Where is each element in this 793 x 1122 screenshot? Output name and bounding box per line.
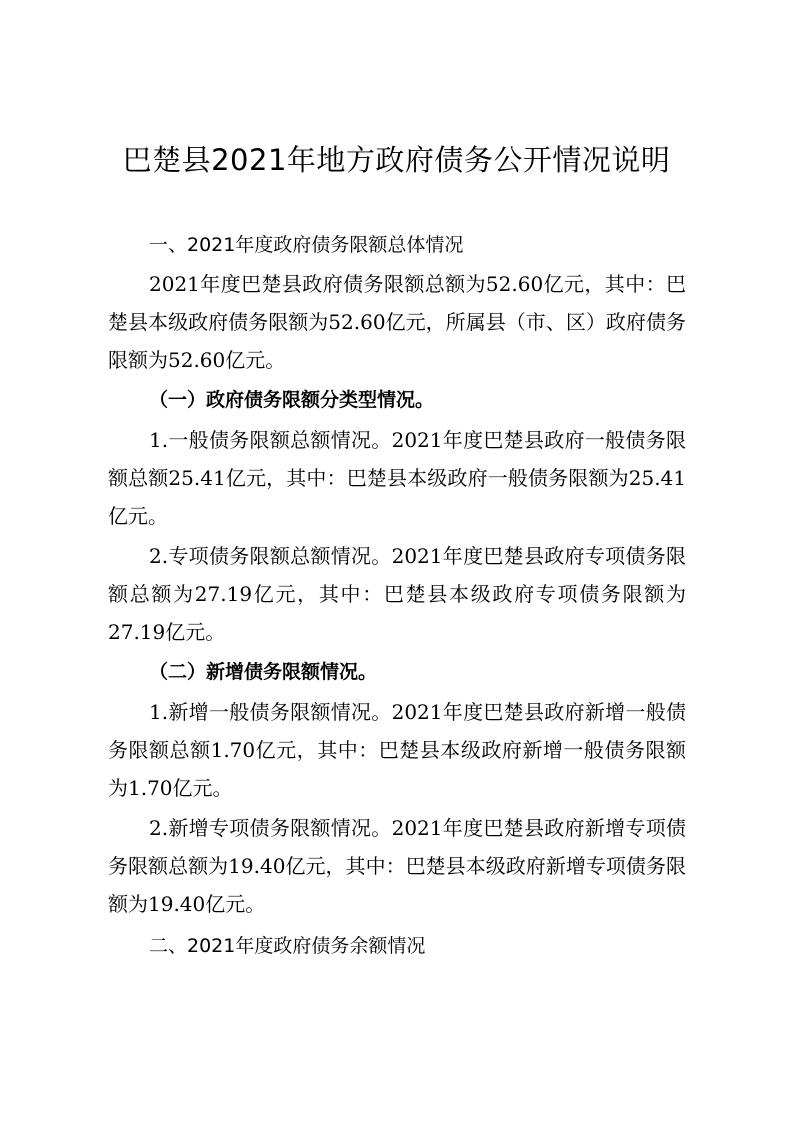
subsection-heading-new-debt: （二）新增债务限额情况。 [149,661,378,683]
section-heading-1: 一、2021年度政府债务限额总体情况 [149,234,464,256]
subsection-heading-by-type: （一）政府债务限额分类型情况。 [149,389,435,411]
paragraph-general-debt-limit: 1.一般债务限额总额情况。2021年度巴楚县政府一般债务限额总额25.41亿元，其中：巴楚县本级政府一般债务限额为25.41亿元。 [108,428,686,528]
document-body [108,226,686,966]
section-heading-2: 二、2021年度政府债务余额情况 [149,935,426,957]
paragraph-new-special-debt-limit: 2.新增专项债务限额情况。2021年度巴楚县政府新增专项债务限额总额为19.40亿元，其中：巴楚县本级政府新增专项债务限额为19.40亿元。 [108,816,686,916]
paragraph-limit-total: 2021年度巴楚县政府债务限额总额为52.60亿元，其中：巴楚县本级政府债务限额为52.60亿元，所属县（市、区）政府债务限额为52.60亿元。 [108,272,686,372]
paragraph-new-general-debt-limit: 1.新增一般债务限额情况。2021年度巴楚县政府新增一般债务限额总额1.70亿元，其中：巴楚县本级政府新增一般债务限额为1.70亿元。 [108,700,686,800]
document-title: 巴楚县2021年地方政府债务公开情况说明 [122,143,671,177]
paragraph-special-debt-limit: 2.专项债务限额总额情况。2021年度巴楚县政府专项债务限额总额为27.19亿元，其中：巴楚县本级政府专项债务限额为27.19亿元。 [108,544,686,644]
